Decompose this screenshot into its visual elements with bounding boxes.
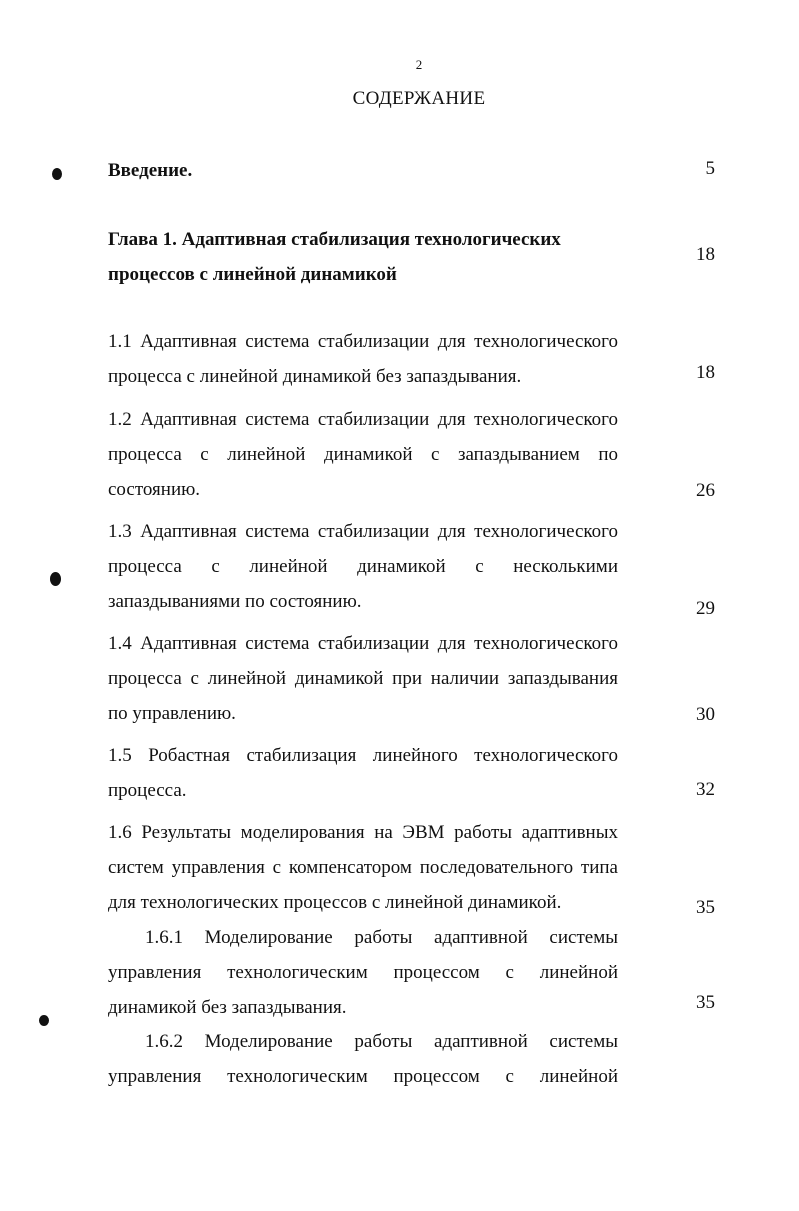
toc-entry-chapter-1: Глава 1. Адаптивная стабилизация технологических процессов с линейной динамикой [108, 229, 561, 285]
scan-mark [52, 168, 62, 180]
scan-mark [50, 572, 61, 586]
toc-page-1-6: 35 [696, 897, 715, 918]
toc-entry-1-4: 1.4 Адаптивная система стабилизации для технологического процесса с линейной динамикой при наличии запаздывания по управлению. [108, 633, 618, 724]
toc-page-1-2: 26 [696, 480, 715, 501]
scan-mark [39, 1015, 49, 1026]
toc-page-1-3: 29 [696, 598, 715, 619]
page-number: 2 [415, 57, 423, 72]
toc-entry-1-2: 1.2 Адаптивная система стабилизации для технологического процесса с линейной динамикой с запаздыванием по состоянию. [108, 409, 618, 500]
toc-page-1-5: 32 [696, 779, 715, 800]
toc-entry-1-5: 1.5 Робастная стабилизация линейного технологического процесса. [108, 745, 618, 801]
toc-entry-1-1: 1.1 Адаптивная система стабилизации для технологического процесса с линейной динамикой без запаздывания. [108, 331, 618, 387]
toc-page-1-4: 30 [696, 704, 715, 725]
toc-entry-introduction: Введение. [108, 160, 193, 181]
toc-page-1-1: 18 [696, 362, 715, 383]
toc-page-chapter-1: 18 [696, 244, 715, 265]
toc-entry-1-3: 1.3 Адаптивная система стабилизации для технологического процесса с линейной динамикой с несколькими запаздываниями по состоянию. [108, 521, 618, 612]
page-title: СОДЕРЖАНИЕ [352, 88, 486, 109]
toc-entry-1-6: 1.6 Результаты моделирования на ЭВМ работы адаптивных систем управления с компенсатором последовательного типа для технологических процессов с линейной динамикой. [108, 822, 618, 913]
toc-page-1-6-1: 35 [696, 992, 715, 1013]
toc-entry-1-6-1: 1.6.1 Моделирование работы адаптивной системы управления технологическим процессом с линейной динамикой без запаздывания. [108, 927, 618, 1018]
toc-page-introduction: 5 [705, 158, 715, 179]
toc-entry-1-6-2: 1.6.2 Моделирование работы адаптивной системы управления технологическим процессом с линейной [108, 1031, 618, 1087]
